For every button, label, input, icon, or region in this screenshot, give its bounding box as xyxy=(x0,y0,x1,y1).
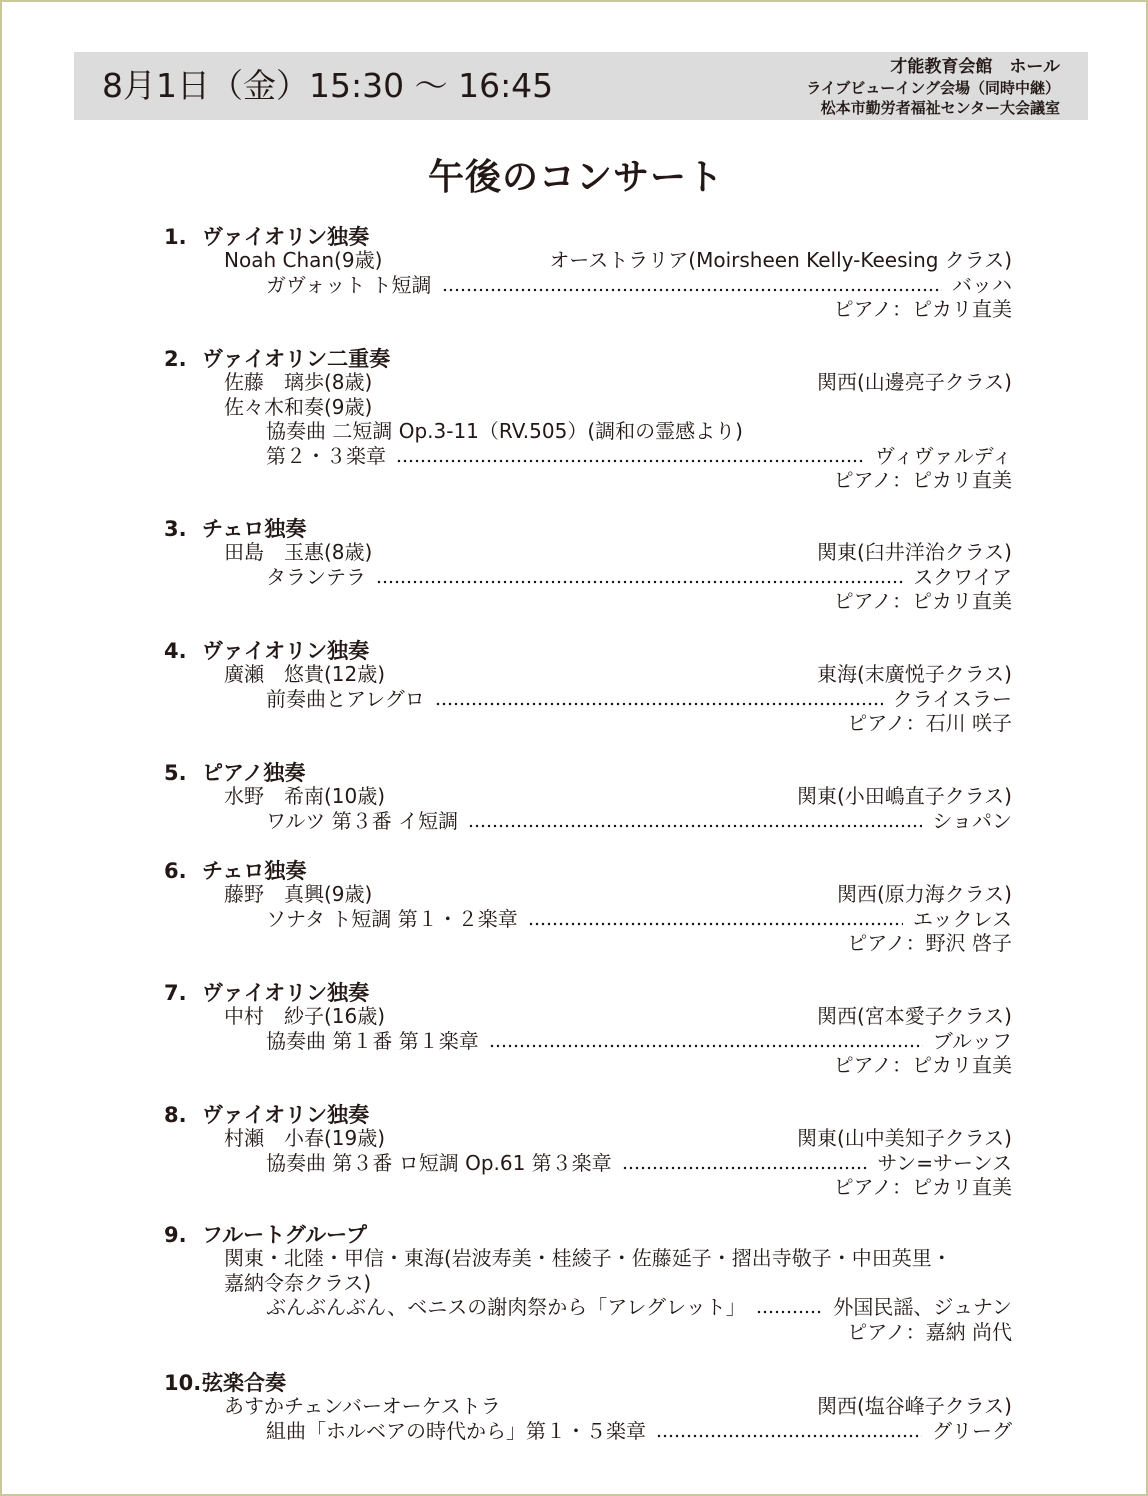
piece-title: ぶんぶんぶん、ベニスの謝肉祭から「アレグレット」 xyxy=(266,1295,746,1320)
composer: ブルッフ xyxy=(932,1028,1012,1053)
performer-name: 廣瀬 悠貴(12歳) xyxy=(224,662,386,687)
item-heading xyxy=(164,638,369,664)
composer: ショパン xyxy=(932,808,1012,833)
piece-title: 協奏曲 第３番 ロ短調 Op.61 第３楽章 xyxy=(266,1150,612,1175)
item-number: 5. xyxy=(164,761,187,785)
pianist: ピアノ：石川 咲子 xyxy=(847,711,1012,736)
item-number: 2. xyxy=(164,347,187,371)
item-category: ヴァイオリン二重奏 xyxy=(202,347,391,371)
item-category: ヴァイオリン独奏 xyxy=(202,225,370,249)
item-heading xyxy=(164,858,306,884)
performer-name: 関東・北陸・甲信・東海(岩波寿美・桂綾子・佐藤延子・摺出寺敬子・中田英里・ xyxy=(224,1246,952,1271)
piece-title: ワルツ 第３番 イ短調 xyxy=(266,808,459,833)
composer: バッハ xyxy=(952,272,1012,297)
item-number: 4. xyxy=(164,639,187,663)
teacher-class: 関西(塩谷峰子クラス) xyxy=(816,1394,1012,1419)
pianist: ピアノ：ピカリ直美 xyxy=(833,468,1012,492)
leader-dots xyxy=(376,565,903,589)
item-heading xyxy=(164,760,305,786)
performer-name: 村瀬 小春(19歳) xyxy=(224,1126,386,1151)
item-number: 9. xyxy=(164,1223,187,1247)
teacher-class: 関西(山邊亮子クラス) xyxy=(816,370,1012,395)
leader-dots xyxy=(656,1419,922,1443)
item-heading xyxy=(164,1222,367,1248)
item-number: 3. xyxy=(164,517,187,541)
performer-name: 嘉納令奈クラス) xyxy=(224,1270,372,1295)
pianist: ピアノ：ピカリ直美 xyxy=(833,589,1012,614)
leader-dots xyxy=(528,907,903,931)
item-heading xyxy=(164,346,390,372)
venue-main: 才能教育会館 ホール xyxy=(890,57,1060,77)
leader-dots xyxy=(489,1029,923,1053)
teacher-class: 東海(末廣悦子クラス) xyxy=(816,662,1012,687)
composer: ヴィヴァルディ xyxy=(875,443,1012,468)
performer-name: あすかチェンバーオーケストラ xyxy=(224,1394,501,1419)
live-viewing-location: 松本市勤労者福祉センター大会議室 xyxy=(820,99,1060,117)
leader-dots xyxy=(622,1151,868,1175)
item-category: ヴァイオリン独奏 xyxy=(202,981,370,1005)
performer-name: 田島 玉惠(8歳) xyxy=(224,540,373,565)
composer: グリーグ xyxy=(932,1418,1012,1443)
teacher-class: 関東(山中美知子クラス) xyxy=(796,1126,1012,1151)
concert-date-time: 8月1日（金）15:30 ～ 16:45 xyxy=(102,66,554,105)
performer-name: 佐々木和奏(9歳) xyxy=(224,394,373,419)
teacher-class: 関西(宮本愛子クラス) xyxy=(816,1004,1012,1029)
item-category: ヴァイオリン独奏 xyxy=(202,1103,370,1127)
performer-name: 藤野 真興(9歳) xyxy=(224,882,373,907)
piece-title: 組曲「ホルベアの時代から」第１・５楽章 xyxy=(266,1418,646,1443)
live-viewing-venue: ライブビューイング会場（同時中継） xyxy=(806,79,1060,97)
item-category: チェロ独奏 xyxy=(202,859,307,883)
item-category: 弦楽合奏 xyxy=(202,1371,286,1395)
item-category: チェロ独奏 xyxy=(202,517,307,541)
item-category: ピアノ独奏 xyxy=(202,761,306,785)
teacher-class: 関西(原力海クラス) xyxy=(836,882,1012,907)
piece-title: ガヴォット ト短調 xyxy=(266,272,432,297)
venue-info xyxy=(806,56,1060,118)
pianist: ピアノ：ピカリ直美 xyxy=(833,297,1012,322)
composer: スクワイア xyxy=(913,564,1012,589)
item-number: 6. xyxy=(164,859,187,883)
pianist: ピアノ：ピカリ直美 xyxy=(833,1053,1012,1078)
item-heading xyxy=(164,980,369,1006)
item-heading xyxy=(164,1102,369,1128)
item-number: 1. xyxy=(164,225,187,249)
performer-name: 佐藤 璃歩(8歳) xyxy=(224,370,373,395)
item-heading xyxy=(164,516,306,542)
item-heading xyxy=(164,224,369,250)
header-bar xyxy=(74,52,1088,120)
item-category: フルートグループ xyxy=(202,1223,368,1247)
item-number: 7. xyxy=(164,981,187,1005)
teacher-class: 関東(小田嶋直子クラス) xyxy=(796,784,1012,809)
performer-name: 水野 希南(10歳) xyxy=(224,784,386,809)
piece-title-line: 協奏曲 二短調 Op.3-11（RV.505）(調和の霊感より) xyxy=(266,419,743,444)
teacher-class: オーストラリア(Moirsheen Kelly-Keesing クラス) xyxy=(549,248,1012,273)
piece-title: 第２・３楽章 xyxy=(266,443,386,468)
composer: クライスラー xyxy=(892,686,1012,711)
leader-dots xyxy=(756,1295,824,1319)
composer: エックレス xyxy=(913,906,1012,931)
teacher-class: 関東(臼井洋治クラス) xyxy=(816,540,1012,565)
leader-dots xyxy=(396,444,865,468)
item-heading xyxy=(164,1370,286,1396)
item-category: ヴァイオリン独奏 xyxy=(202,639,370,663)
composer: サン=サーンス xyxy=(877,1150,1012,1175)
pianist: ピアノ：ピカリ直美 xyxy=(833,1175,1012,1200)
item-number: 10. xyxy=(164,1371,202,1395)
performer-name: 中村 紗子(16歳) xyxy=(224,1004,386,1029)
pianist: ピアノ：嘉納 尚代 xyxy=(847,1319,1012,1344)
piece-title: ソナタ ト短調 第１・２楽章 xyxy=(266,906,518,931)
page-title: 午後のコンサート xyxy=(427,157,724,198)
leader-dots xyxy=(435,687,883,711)
piece-title: 前奏曲とアレグロ xyxy=(266,686,425,711)
item-number: 8. xyxy=(164,1103,187,1127)
composer: 外国民謡、ジュナン xyxy=(833,1295,1012,1320)
leader-dots xyxy=(468,809,922,833)
performer-name: Noah Chan(9歳) xyxy=(224,248,383,273)
leader-dots xyxy=(442,273,942,297)
piece-title: 協奏曲 第１番 第１楽章 xyxy=(266,1028,479,1053)
pianist: ピアノ：野沢 啓子 xyxy=(847,931,1012,956)
piece-title: タランテラ xyxy=(266,564,366,589)
